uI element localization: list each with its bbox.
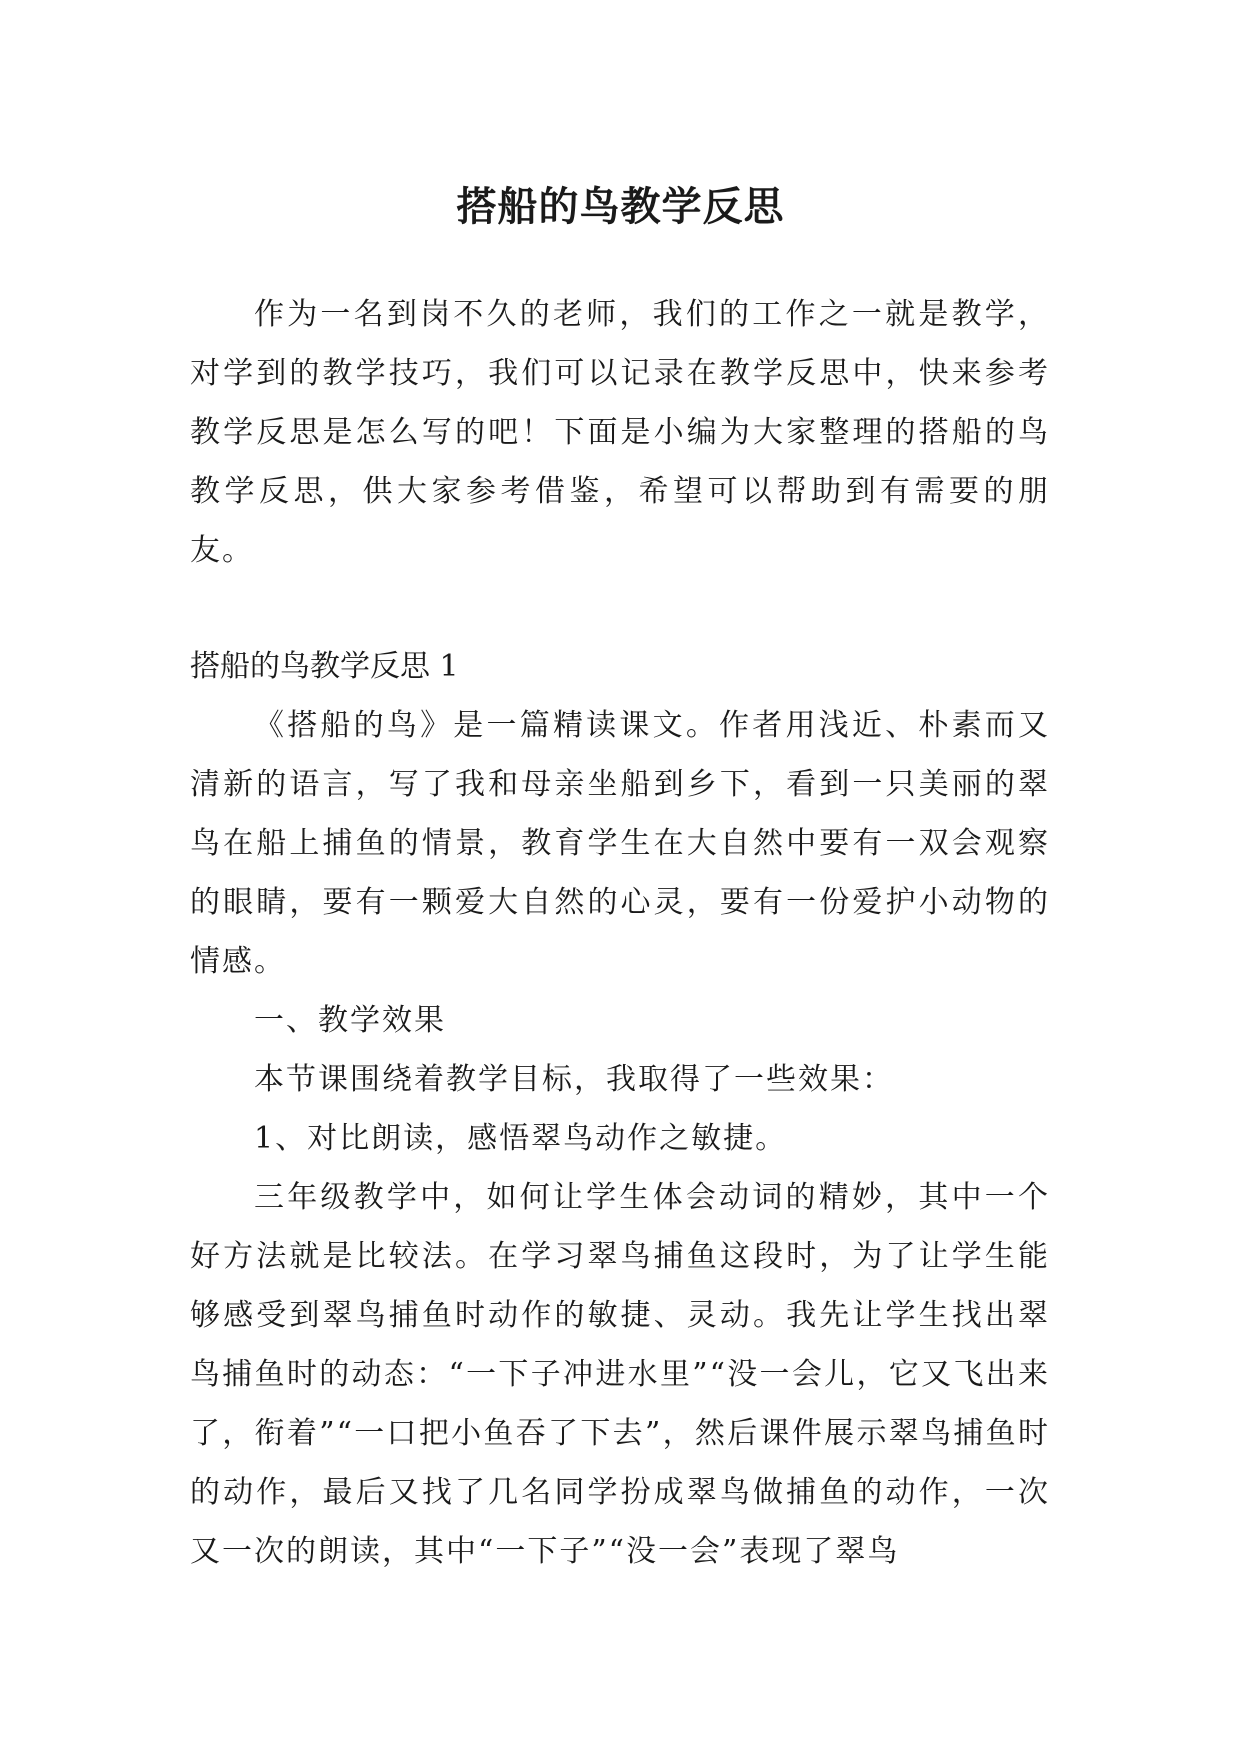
list-item: 1、对比朗读，感悟翠鸟动作之敏捷。 (254, 1121, 788, 1156)
section-heading: 搭船的鸟教学反思 1 (190, 649, 459, 684)
section-1 (190, 637, 1050, 1581)
body-paragraph: 三年级教学中，如何让学生体会动词的精妙，其中一个好方法就是比较法。在学习翠鸟捕鱼这段时，为了让学生能够感受到翠鸟捕鱼时动作的敏捷、灵动。我先让学生找出翠鸟捕鱼时的动态：“一下子冲进水里”“没一会儿，它又飞出来了，衔着”“一口把小鱼吞了下去”，然后课件展示翠鸟捕鱼时的动作，最后又找了几名同学扮成翠鸟做捕鱼的动作，一次又一次的朗读，其中“一下子”“没一会”表现了翠鸟 (190, 1180, 1050, 1569)
intro-block (190, 285, 1050, 580)
document-title: 搭船的鸟教学反思 (456, 182, 785, 230)
body-paragraph: 本节课围绕着教学目标，我取得了一些效果： (254, 1062, 894, 1097)
body-paragraph: 《搭船的鸟》是一篇精读课文。作者用浅近、朴素而又清新的语言，写了我和母亲坐船到乡下，看到一只美丽的翠鸟在船上捕鱼的情景，教育学生在大自然中要有一双会观察的眼睛，要有一颗爱大自然的心灵，要有一份爱护小动物的情感。 (190, 708, 1050, 979)
subheading-teaching-effect: 一、教学效果 (254, 1003, 446, 1038)
intro-paragraph: 作为一名到岗不久的老师，我们的工作之一就是教学，对学到的教学技巧，我们可以记录在教学反思中，快来参考教学反思是怎么写的吧！下面是小编为大家整理的搭船的鸟教学反思，供大家参考借鉴，希望可以帮助到有需要的朋友。 (190, 297, 1050, 568)
